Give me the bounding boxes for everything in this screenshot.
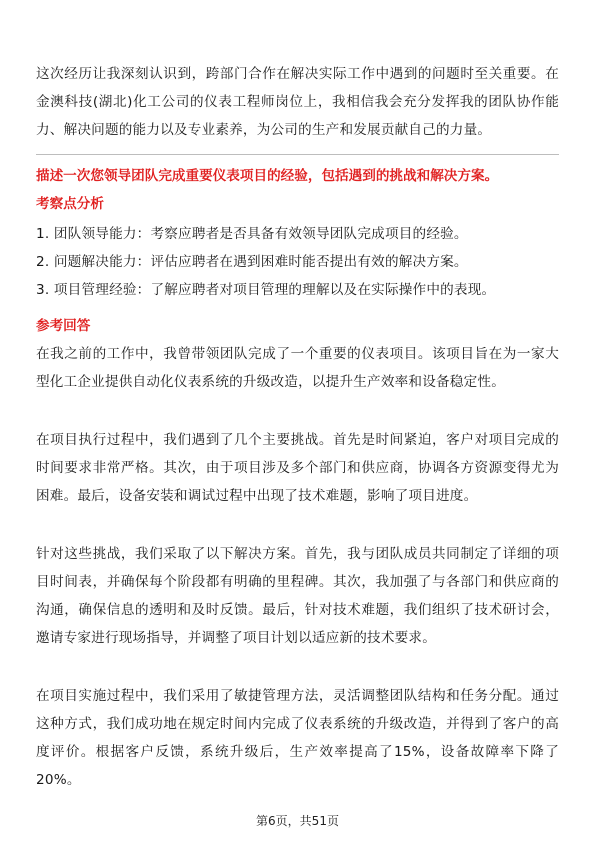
answer-paragraph: 在我之前的工作中，我曾带领团队完成了一个重要的仪表项目。该项目旨在为一家大型化工企业提供自动化仪表系统的升级改造，以提升生产效率和设备稳定性。 (36, 346, 559, 390)
analysis-heading: 考察点分析 (36, 196, 104, 212)
analysis-point: 3. 项目管理经验：了解应聘者对项目管理的理解以及在实际操作中的表现。 (36, 282, 496, 298)
analysis-point: 1. 团队领导能力：考察应聘者是否具备有效领导团队完成项目的经验。 (36, 226, 468, 242)
answer-paragraph: 在项目执行过程中，我们遇到了几个主要挑战。首先是时间紧迫，客户对项目完成的时间要求非常严格。其次，由于项目涉及多个部门和供应商，协调各方资源变得尤为困难。最后，设备安装和调试过程中出现了技术难题，影响了项目进度。 (36, 432, 559, 504)
analysis-points-list (36, 220, 559, 304)
answer-heading: 参考回答 (36, 318, 91, 334)
page-number: 第6页，共51页 (256, 814, 339, 828)
interview-question: 描述一次您领导团队完成重要仪表项目的经验，包括遇到的挑战和解决方案。 (36, 168, 499, 184)
section-divider (36, 154, 559, 155)
intro-paragraph: 这次经历让我深刻认识到，跨部门合作在解决实际工作中遇到的问题时至关重要。在金澳科技(湖北)化工公司的仪表工程师岗位上，我相信我会充分发挥我的团队协作能力、解决问题的能力以及专业素养，为公司的生产和发展贡献自己的力量。 (36, 66, 559, 138)
answer-paragraph: 在项目实施过程中，我们采用了敏捷管理方法，灵活调整团队结构和任务分配。通过这种方式，我们成功地在规定时间内完成了仪表系统的升级改造，并得到了客户的高度评价。根据客户反馈，系统升级后，生产效率提高了15%，设备故障率下降了20%。 (36, 688, 559, 788)
analysis-point: 2. 问题解决能力：评估应聘者在遇到困难时能否提出有效的解决方案。 (36, 254, 468, 270)
answer-paragraph: 针对这些挑战，我们采取了以下解决方案。首先，我与团队成员共同制定了详细的项目时间表，并确保每个阶段都有明确的里程碑。其次，我加强了与各部门和供应商的沟通，确保信息的透明和及时反馈。最后，针对技术难题，我们组织了技术研讨会，邀请专家进行现场指导，并调整了项目计划以适应新的技术要求。 (36, 546, 559, 646)
